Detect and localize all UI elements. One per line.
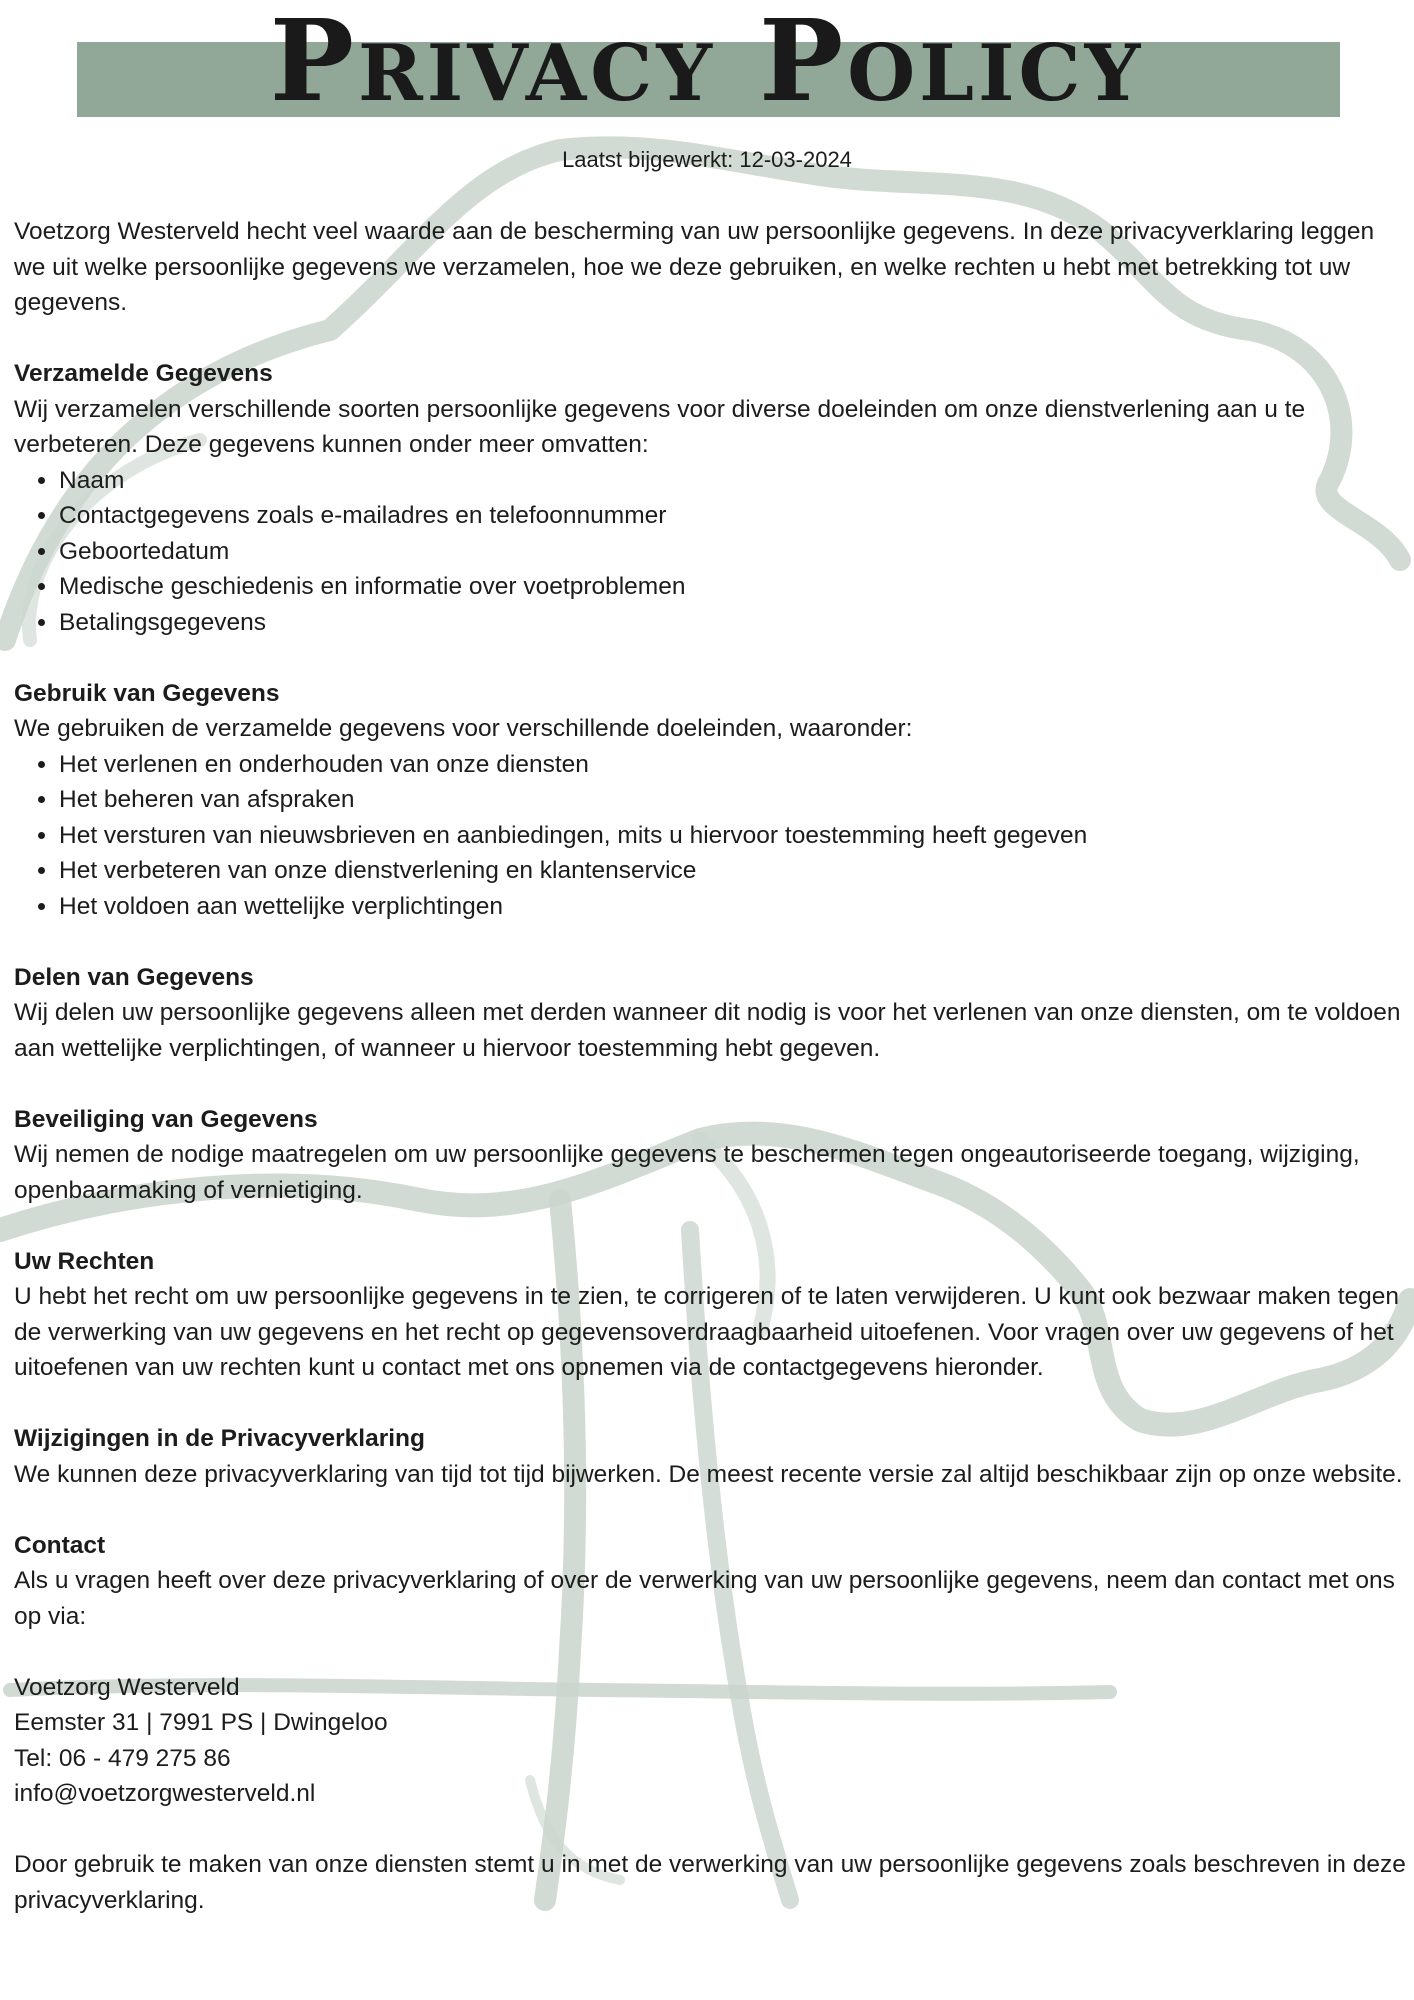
section-text-contact: Als u vragen heeft over deze privacyverklaring of over de verwerking van uw persoonlijke gegevens, neem dan contact met ons op via: xyxy=(14,1567,1395,1630)
intro-paragraph: Voetzorg Westerveld hecht veel waarde aan de bescherming van uw persoonlijke gegevens. In deze privacyverklaring leggen we uit welke persoonlijke gegevens we verzamelen, hoe we deze gebruiken, en welke rechten u hebt met betrekking tot uw gegevens. xyxy=(14,218,1375,316)
section-text-delen: Wij delen uw persoonlijke gegevens alleen met derden wanneer dit nodig is voor het verlenen van onze diensten, om te voldoen aan wettelijke verplichtingen, of wanneer u hiervoor toestemming hebt gegeven. xyxy=(14,999,1401,1062)
section-heading-wijzigingen: Wijzigingen in de Privacyverklaring xyxy=(14,1425,425,1452)
section-text-beveiliging: Wij nemen de nodige maatregelen om uw persoonlijke gegevens te beschermen tegen ongeautoriseerde toegang, wijziging, openbaarmaking of vernietiging. xyxy=(14,1141,1360,1204)
address-name: Voetzorg Westerveld xyxy=(14,1673,240,1701)
section-heading-gebruik: Gebruik van Gegevens xyxy=(14,679,280,707)
list-item: • Contactgegevens zoals e-mailadres en telefoonnummer xyxy=(59,498,1406,534)
list-gebruik xyxy=(14,747,1406,925)
section-text-wijzigingen: We kunnen deze privacyverklaring van tijd tot tijd bijwerken. De meest recente versie zal altijd beschikbaar zijn op onze website. xyxy=(14,1460,1403,1488)
address-phone: Tel: 06 - 479 275 86 xyxy=(14,1744,231,1772)
section-heading-delen: Delen van Gegevens xyxy=(14,963,254,991)
section-text-verzamelde: Wij verzamelen verschillende soorten persoonlijke gegevens voor diverse doeleinden om onze dienstverlening aan u te verbeteren. Deze gegevens kunnen onder meer omvatten: xyxy=(14,395,1306,458)
policy-content xyxy=(14,214,1406,1918)
list-item: • Het verbeteren van onze dienstverlening en klantenservice xyxy=(59,853,1406,889)
section-text-gebruik: We gebruiken de verzamelde gegevens voor verschillende doeleinden, waaronder: xyxy=(14,715,913,742)
list-item: • Het voldoen aan wettelijke verplichtingen xyxy=(59,889,1406,925)
page-title: Privacy Policy xyxy=(269,0,1145,127)
address-email: info@voetzorgwesterveld.nl xyxy=(14,1780,316,1807)
list-item: • Het versturen van nieuwsbrieven en aanbiedingen, mits u hiervoor toestemming heeft gegeven xyxy=(59,818,1406,854)
section-heading-verzamelde: Verzamelde Gegevens xyxy=(14,360,273,387)
list-item: • Geboortedatum xyxy=(59,534,1406,570)
list-item: • Betalingsgegevens xyxy=(59,605,1406,641)
section-heading-rechten: Uw Rechten xyxy=(14,1247,155,1275)
section-heading-contact: Contact xyxy=(14,1531,106,1559)
section-text-rechten: U hebt het recht om uw persoonlijke gegevens in te zien, te corrigeren of te laten verwijderen. U kunt ook bezwaar maken tegen de verwerking van uw gegevens en het recht op gegevensoverdraagbaarheid uitoefenen. Voor vragen over uw gegevens of het uitoefenen van uw rechten kunt u contact met ons opnemen via de contactgegevens hieronder. xyxy=(14,1283,1400,1381)
list-verzamelde xyxy=(14,463,1406,641)
address-street: Eemster 31 | 7991 PS | Dwingeloo xyxy=(14,1709,388,1736)
list-item: • Het beheren van afspraken xyxy=(59,782,1406,818)
list-item: • Medische geschiedenis en informatie over voetproblemen xyxy=(59,569,1406,605)
list-item: • Het verlenen en onderhouden van onze diensten xyxy=(59,747,1406,783)
list-item: • Naam xyxy=(59,463,1406,499)
section-heading-beveiliging: Beveiliging van Gegevens xyxy=(14,1105,318,1133)
last-updated: Laatst bijgewerkt: 12-03-2024 xyxy=(562,147,852,172)
closing-paragraph: Door gebruik te maken van onze diensten stemt u in met de verwerking van uw persoonlijke gegevens zoals beschreven in deze privacyverklaring. xyxy=(14,1851,1406,1914)
